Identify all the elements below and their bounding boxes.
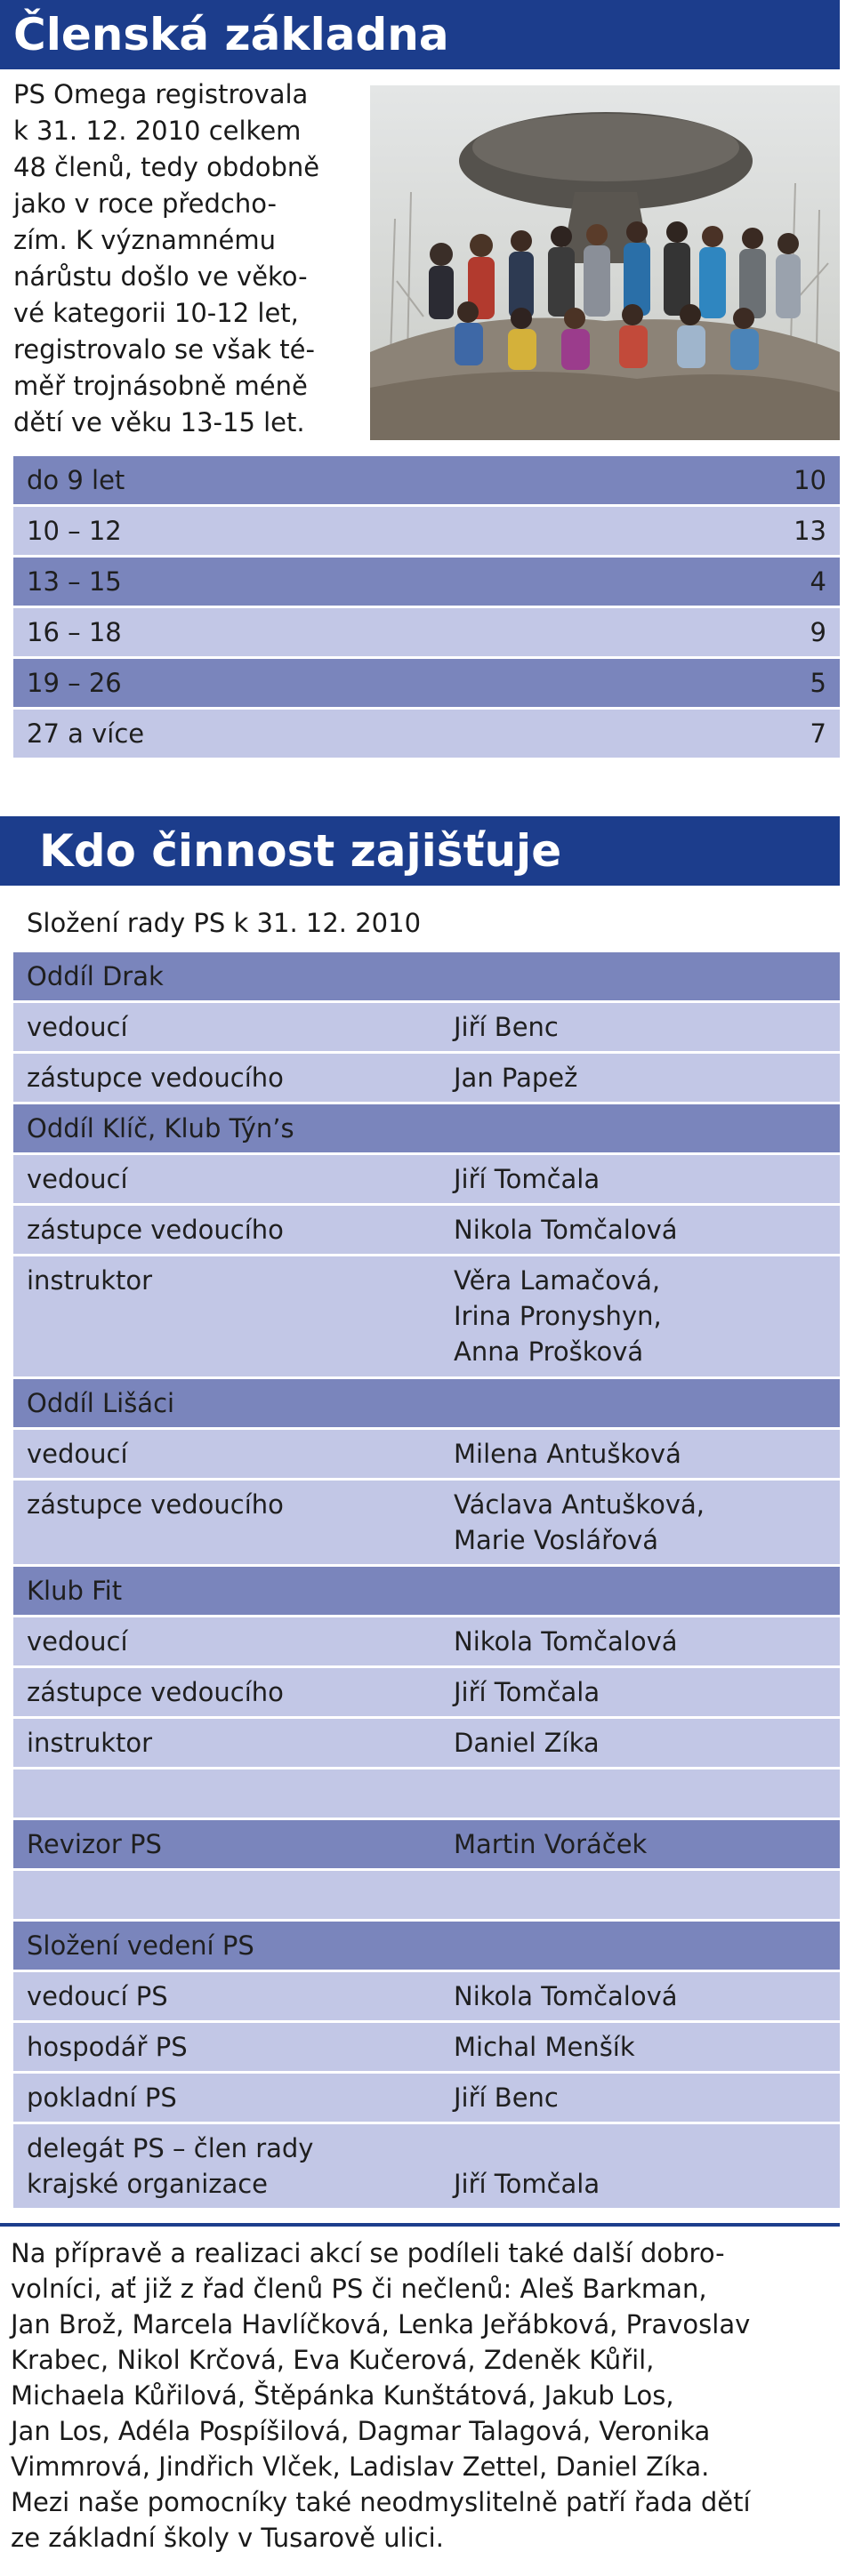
- role-cell: instruktor: [27, 1728, 153, 1758]
- council-row: [13, 1054, 840, 1104]
- age-row: [13, 507, 840, 558]
- section-divider: [0, 2223, 840, 2227]
- person-cell: Michal Menšík: [454, 2032, 635, 2062]
- council-row: [13, 1719, 840, 1769]
- intro-line: vé kategorii 10-12 let,: [13, 298, 299, 328]
- person-cell: [454, 1111, 840, 1152]
- person-cell: [454, 1877, 840, 1919]
- role-cell: vedoucí: [27, 1439, 128, 1469]
- council-row: [13, 1972, 840, 2023]
- person-cell: Jiří Tomčala: [454, 2169, 600, 2199]
- age-label: 10 – 12: [27, 516, 122, 546]
- section-title-membership: Členská základna: [0, 0, 840, 69]
- paragraph-line: Mezi naše pomocníky také neodmyslitelně patří řada dětí: [11, 2487, 751, 2517]
- role-cell: vedoucí: [27, 1626, 128, 1657]
- section-title-activity: Kdo činnost zajišťuje: [0, 816, 840, 886]
- role-cell: [13, 1877, 454, 1919]
- role-cell: Revizor PS: [27, 1829, 162, 1859]
- council-row: [13, 2023, 840, 2074]
- person-cell: [454, 1776, 840, 1818]
- person-cell: Jiří Benc: [454, 2082, 559, 2113]
- council-row: [13, 1379, 840, 1430]
- membership-intro: [13, 76, 369, 441]
- council-row: [13, 1155, 840, 1206]
- person-cell: [454, 959, 840, 1000]
- role-cell: Oddíl Lišáci: [27, 1388, 175, 1418]
- council-row: [13, 1430, 840, 1481]
- person-cell: Daniel Zíka: [454, 1728, 600, 1758]
- intro-line: 48 členů, tedy obdobně: [13, 152, 320, 182]
- person-cell: Jiří Tomčala: [454, 1164, 600, 1194]
- intro-line: registrovalo se však té-: [13, 334, 315, 365]
- role-cell: Oddíl Klíč, Klub Týn’s: [27, 1113, 294, 1144]
- paragraph-line: Krabec, Nikol Krčová, Eva Kučerová, Zdeněk Kůřil,: [11, 2345, 655, 2375]
- role-cell: zástupce vedoucího: [27, 1215, 284, 1245]
- council-row: [13, 1820, 840, 1871]
- age-count: 5: [810, 668, 826, 698]
- paragraph-line: Jan Los, Adéla Pospíšilová, Dagmar Talagová, Veronika: [11, 2416, 711, 2446]
- council-table: [13, 952, 840, 2211]
- age-count: 13: [794, 516, 826, 546]
- role-cell: [13, 1776, 454, 1818]
- intro-line: PS Omega registrovala: [13, 79, 309, 109]
- intro-line: dětí ve věku 13-15 let.: [13, 407, 305, 437]
- spacer-row: [13, 1769, 840, 1820]
- paragraph-line: Michaela Kůřilová, Štěpánka Kunštátová, Jakub Los,: [11, 2380, 674, 2411]
- person-cell: Martin Voráček: [454, 1829, 648, 1859]
- council-row: [13, 952, 840, 1003]
- person-cell: Václava Antušková, Marie Voslářová: [454, 1489, 705, 1555]
- age-count: 10: [794, 465, 826, 495]
- council-row: [13, 1104, 840, 1155]
- council-row: [13, 1567, 840, 1617]
- volunteers-paragraph: [11, 2235, 842, 2556]
- council-row: [13, 1481, 840, 1567]
- spacer-row: [13, 1871, 840, 1922]
- paragraph-line: ze základní školy v Tusarově ulici.: [11, 2523, 444, 2553]
- person-cell: Nikola Tomčalová: [454, 1215, 678, 1245]
- role-cell: zástupce vedoucího: [27, 1489, 284, 1520]
- person-cell: [454, 1385, 840, 1427]
- person-cell: Jiří Benc: [454, 1012, 559, 1042]
- age-row: [13, 456, 840, 507]
- paragraph-line: volníci, ať již z řad členů PS či nečlenů: Aleš Barkman,: [11, 2274, 707, 2304]
- person-cell: [454, 1573, 840, 1615]
- intro-line: jako v roce předcho-: [13, 189, 277, 219]
- council-row: [13, 1668, 840, 1719]
- person-cell: Nikola Tomčalová: [454, 1981, 678, 2011]
- role-cell: pokladní PS: [27, 2082, 177, 2113]
- person-cell: Nikola Tomčalová: [454, 1626, 678, 1657]
- role-cell: zástupce vedoucího: [27, 1677, 284, 1707]
- age-table: [13, 456, 840, 760]
- age-count: 7: [810, 718, 826, 749]
- person-cell: Jan Papež: [454, 1063, 578, 1093]
- paragraph-line: Jan Brož, Marcela Havlíčková, Lenka Jeřábková, Pravoslav: [11, 2309, 751, 2339]
- role-cell: vedoucí PS: [27, 1981, 168, 2011]
- role-cell: Složení vedení PS: [27, 1930, 254, 1961]
- council-row: [13, 1206, 840, 1256]
- age-row: [13, 558, 840, 608]
- age-count: 9: [810, 617, 826, 647]
- council-row: [13, 1003, 840, 1054]
- role-cell: zástupce vedoucího: [27, 1063, 284, 1093]
- person-cell: [454, 1928, 840, 1970]
- role-cell: hospodář PS: [27, 2032, 188, 2062]
- age-label: 13 – 15: [27, 566, 122, 597]
- group-photo: [370, 85, 840, 440]
- role-cell: Klub Fit: [27, 1576, 123, 1606]
- council-row: [13, 1922, 840, 1972]
- age-label: do 9 let: [27, 465, 125, 495]
- role-cell: vedoucí: [27, 1164, 128, 1194]
- council-row: [13, 2074, 840, 2124]
- age-row: [13, 608, 840, 659]
- age-count: 4: [810, 566, 826, 597]
- age-label: 19 – 26: [27, 668, 122, 698]
- paragraph-line: Vimmrová, Jindřich Vlček, Ladislav Zettel, Daniel Zíka.: [11, 2452, 710, 2482]
- intro-line: nárůstu došlo ve věko-: [13, 261, 308, 292]
- intro-line: zím. K významnému: [13, 225, 276, 255]
- person-cell: Jiří Tomčala: [454, 1677, 600, 1707]
- age-row: [13, 710, 840, 760]
- intro-line: měř trojnásobně méně: [13, 371, 308, 401]
- council-row: [13, 1617, 840, 1668]
- council-row: [13, 2124, 840, 2211]
- role-cell: vedoucí: [27, 1012, 128, 1042]
- person-cell: Věra Lamačová, Irina Pronyshyn, Anna Prošková: [454, 1265, 662, 1367]
- role-cell: instruktor: [27, 1265, 153, 1296]
- age-label: 16 – 18: [27, 617, 122, 647]
- paragraph-line: Na přípravě a realizaci akcí se podíleli také další dobro-: [11, 2238, 725, 2268]
- person-cell: Milena Antušková: [454, 1439, 681, 1469]
- intro-line: k 31. 12. 2010 celkem: [13, 116, 302, 146]
- age-row: [13, 659, 840, 710]
- role-cell: delegát PS – člen rady krajské organizace: [27, 2133, 314, 2199]
- role-cell: Oddíl Drak: [27, 961, 164, 991]
- age-label: 27 a více: [27, 718, 145, 749]
- council-row: [13, 1256, 840, 1379]
- council-subtitle: Složení rady PS k 31. 12. 2010: [27, 908, 422, 938]
- group-photo-illustration: [370, 85, 840, 440]
